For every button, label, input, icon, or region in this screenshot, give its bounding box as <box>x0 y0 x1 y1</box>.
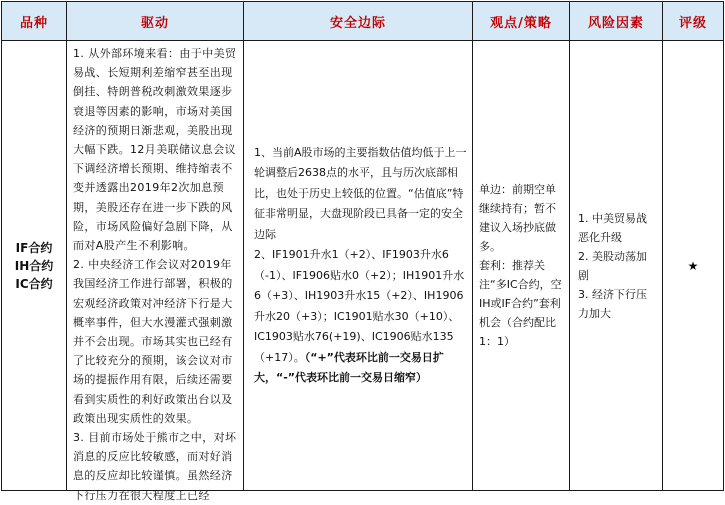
driver-cell <box>67 41 244 502</box>
driver-paragraph-2: 2. 中央经济工作会议对2019年我国经济工作进行部署，积极的宏观经济政策对冲经济下行是大概率事件，但大水漫灌式强刺激并不会出现。市场其实也已经有了比较充分的预期，该会议对市场的提振作用有限，后续还需要看到实质性的利好政策出台以及政策出现实质性的效果。 <box>73 258 233 425</box>
variety-cell <box>2 41 67 491</box>
header-row <box>2 2 724 41</box>
variety-ic: IC合约 <box>15 276 53 291</box>
risk-item-1: 1. 中美贸易战恶化升级 <box>578 211 647 244</box>
risk-cell <box>570 41 663 491</box>
driver-paragraph-1: 1. 从外部环境来看：由于中美贸易战、长短期利差缩窄甚至出现倒挂、特朗普税改刺激效果逐步衰退等因素的影响，市场对美国经济的预期日渐悲观，美股出现大幅下跌。12月美联储议息会议下调经济增长预期、维持缩表不变并透露出2019年2次加息预期，美股还存在进一步下跌的风险，市场风险偏好急剧下降，从而对A股产生不利影响。 <box>73 47 237 253</box>
view-arbitrage: 套利：推荐关注“多IC合约，空IH或IF合约”套利机会（合约配比1：1） <box>479 259 562 348</box>
header-risk: 风险因素 <box>570 2 663 41</box>
header-view: 观点/策略 <box>473 2 570 41</box>
margin-paragraph-1: 1、当前A股市场的主要指数估值均低于上一轮调整后2638点的水平，且与历次底部相比，也处于历史上较低的位置。“估值底”特征非常明显，大盘现阶段已具备一定的安全边际 <box>254 145 467 241</box>
view-single: 单边：前期空单继续持有；暂不建议入场抄底做多。 <box>479 183 556 253</box>
variety-if: IF合约 <box>15 240 53 255</box>
header-margin: 安全边际 <box>244 2 473 41</box>
star-icon: ★ <box>687 258 699 273</box>
futures-strategy-table <box>1 1 724 502</box>
rating-cell <box>663 41 724 491</box>
header-rating: 评级 <box>663 2 724 41</box>
variety-ih: IH合约 <box>14 258 54 273</box>
driver-paragraph-3: 3. 目前市场处于熊市之中，对坏消息的反应比较敏感，而对好消息的反应却比较谨慎。虽然经济下行压力在很大程度上已经 <box>73 431 237 502</box>
margin-paragraph-2: 2、IF1901升水1（+2）、IF1903升水6（-1）、IF1906贴水0（+2）；IH1901升水6（+3）、IH1903升水15（+2）、IH1906升水20（+3）；IC1901贴水30（+10）、IC1903贴水76(+19)、IC1906贴水135（+17）。 <box>254 248 465 364</box>
table-row <box>2 41 724 491</box>
view-cell <box>473 41 570 491</box>
risk-item-3: 3. 经济下行压力加大 <box>578 287 647 320</box>
risk-item-2: 2. 美股动荡加剧 <box>578 249 647 282</box>
margin-cell <box>244 41 473 491</box>
margin-note: （“+”代表环比前一交易日扩大，“-”代表环比前一交易日缩窄） <box>254 350 444 384</box>
header-variety: 品种 <box>2 2 67 41</box>
header-driver: 驱动 <box>67 2 244 41</box>
